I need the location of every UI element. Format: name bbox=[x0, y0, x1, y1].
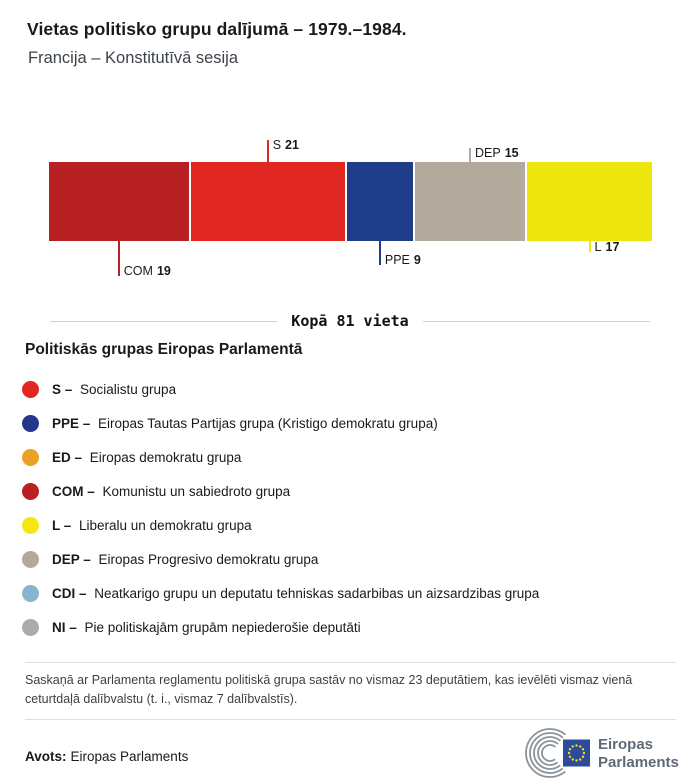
callout-line-L bbox=[589, 241, 591, 252]
source-line bbox=[25, 749, 188, 764]
bar-segment-L bbox=[527, 162, 652, 241]
legend-dot-icon bbox=[22, 619, 39, 636]
european-parliament-logo bbox=[518, 726, 690, 780]
legend-dot-icon bbox=[22, 415, 39, 432]
legend-heading: Politiskās grupas Eiropas Parlamentā bbox=[25, 341, 303, 358]
source-value: Eiropas Parlaments bbox=[70, 749, 189, 764]
source-label: Avots: bbox=[25, 749, 67, 764]
bar-segment-COM bbox=[49, 162, 189, 241]
footnote-text: Saskaņā ar Parlamenta reglamentu politiskā grupa sastāv no vismaz 23 deputātiem, kas ievēlēti vismaz vienā ceturtdaļā dalībvalstu (t. i., vismaz 7 dalībvalstīs). bbox=[25, 673, 633, 707]
legend-item-label: ED – Eiropas demokratu grupa bbox=[52, 449, 242, 465]
legend-item-ed bbox=[22, 440, 682, 474]
eu-flag-icon bbox=[563, 740, 590, 767]
legend-item-com bbox=[22, 474, 682, 508]
legend-item-ni bbox=[22, 610, 682, 644]
footnote-divider bbox=[25, 662, 676, 663]
legend-item-label: NI – Pie politiskajām grupām nepiederošie deputāti bbox=[52, 619, 361, 635]
legend-item-label: COM – Komunistu un sabiedroto grupa bbox=[52, 483, 291, 499]
total-rule-right bbox=[423, 321, 650, 322]
legend-item-label: DEP – Eiropas Progresivo demokratu grupa bbox=[52, 551, 319, 567]
legend-item-cdi bbox=[22, 576, 682, 610]
footer-divider bbox=[25, 719, 676, 720]
bar-label-PPE: PPE 9 bbox=[384, 253, 421, 267]
total-seats-label: Kopā 81 vieta bbox=[291, 312, 409, 330]
legend-dot-icon bbox=[22, 483, 39, 500]
total-seats-row bbox=[50, 312, 650, 330]
bar-label-S: S 21 bbox=[272, 138, 299, 152]
callout-line-DEP bbox=[469, 148, 471, 162]
bar-label-COM: COM 19 bbox=[123, 264, 171, 278]
legend-item-label: PPE – Eiropas Tautas Partijas grupa (Kristigo demokratu grupa) bbox=[52, 415, 438, 431]
legend-dot-icon bbox=[22, 551, 39, 568]
bar-segment-DEP bbox=[415, 162, 525, 241]
seats-bar-chart bbox=[0, 0, 700, 300]
legend-item-label: L – Liberalu un demokratu grupa bbox=[52, 517, 252, 533]
legend-list bbox=[22, 372, 682, 644]
legend-item-label: S – Socialistu grupa bbox=[52, 381, 177, 397]
bar-segment-PPE bbox=[347, 162, 413, 241]
page-title: Vietas politisko grupu dalījumā – 1979.–1984. bbox=[27, 19, 407, 39]
callout-line-PPE bbox=[379, 241, 381, 265]
page-subtitle: Francija – Konstitutīvā sesija bbox=[28, 49, 239, 67]
legend-item-l bbox=[22, 508, 682, 542]
bar-segment-S bbox=[191, 162, 345, 241]
legend-item-s bbox=[22, 372, 682, 406]
total-rule-left bbox=[50, 321, 277, 322]
callout-line-S bbox=[267, 140, 269, 162]
bar-label-DEP: DEP 15 bbox=[475, 146, 519, 160]
legend-dot-icon bbox=[22, 585, 39, 602]
legend-item-label: CDI – Neatkarigo grupu un deputatu tehniskas sadarbibas un aizsardzibas grupa bbox=[52, 585, 540, 601]
legend-dot-icon bbox=[22, 517, 39, 534]
legend-dot-icon bbox=[22, 381, 39, 398]
bar-label-L: L 17 bbox=[594, 240, 620, 254]
legend-dot-icon bbox=[22, 449, 39, 466]
callout-line-COM bbox=[118, 241, 120, 276]
legend-item-dep bbox=[22, 542, 682, 576]
logo-text-line1: Eiropas bbox=[598, 736, 654, 753]
legend-item-ppe bbox=[22, 406, 682, 440]
logo-text-line2: Parlaments bbox=[598, 754, 679, 771]
